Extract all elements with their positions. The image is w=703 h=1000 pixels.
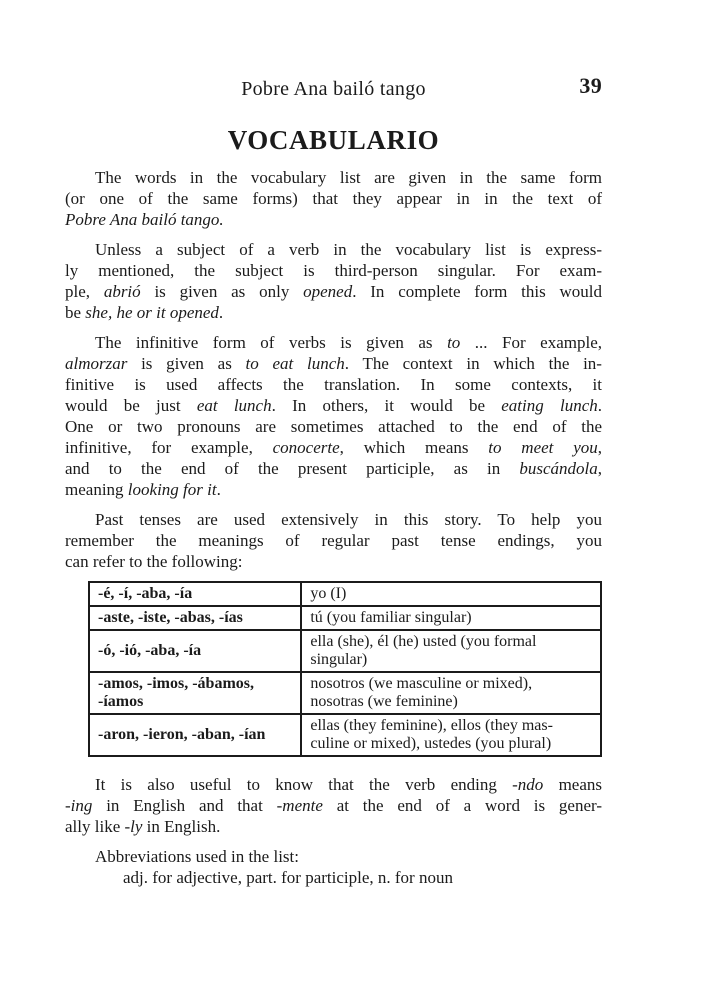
text-line: -ing in English and that -mente at the end of a word is gener- [65,796,602,815]
text-line: ally like -ly in English. [65,817,221,836]
endings-cell [89,672,301,714]
text-line: ly mentioned, the subject is third-person singular. For exam- [65,261,602,280]
text-line: -ó, -ió, -aba, -ía [98,642,202,659]
text-line: finitive is used affects the translation. In some contexts, it [65,375,602,394]
text-line: Abbreviations used in the list: [95,847,299,866]
endings-cell [89,630,301,672]
meaning-cell [301,714,601,756]
text-line: Pobre Ana bailó tango. [65,210,224,229]
meaning-cell [301,672,601,714]
text-line: -aron, -ieron, -aban, -ían [98,726,266,743]
endings-cell [89,582,301,606]
table-row [89,672,601,714]
text-line: meaning looking for it. [65,480,221,499]
text-line: remember the meanings of regular past tense endings, you [65,531,602,550]
table-row [89,606,601,630]
text-column [65,73,602,888]
page-number: 39 [579,73,602,98]
text-line: -aste, -iste, -abas, -ías [98,609,243,626]
text-line: ellas (they feminine), ellos (they mas- [310,717,553,734]
text-line: (or one of the same forms) that they appear in in the text of [65,189,602,208]
running-title: Pobre Ana bailó tango [241,78,426,100]
text-line: Unless a subject of a verb in the vocabulary list is express- [95,240,602,259]
closing-paragraph [65,774,602,837]
text-line: culine or mixed), ustedes (you plural) [310,735,552,752]
text-line: ple, abrió is given as only opened. In complete form this would [65,282,602,301]
abbreviations-block [65,846,602,888]
meaning-cell [301,582,601,606]
text-line: -amos, -imos, -ábamos, [98,675,254,692]
running-head [65,73,602,100]
table-row [89,714,601,756]
text-line: be she, he or it opened. [65,303,224,322]
text-line: and to the end of the present participle, as in buscándola, [65,459,602,478]
text-line: -íamos [98,693,144,710]
text-line: can refer to the following: [65,552,243,571]
text-line: infinitive, for example, conocerte, which means to meet you, [65,438,602,457]
page-title: VOCABULARIO [227,125,440,155]
table-row [89,582,601,606]
endings-cell [89,714,301,756]
text-line: Past tenses are used extensively in this story. To help you [95,510,602,529]
text-line: would be just eat lunch. In others, it would be eating lunch. [65,396,602,415]
text-line: nosotros (we masculine or mixed), [310,675,533,692]
intro-paragraph-2 [65,239,602,323]
text-line: One or two pronouns are sometimes attached to the end of the [65,417,602,436]
text-line: tú (you familiar singular) [310,609,472,626]
text-line: singular) [310,651,368,668]
text-line: The words in the vocabulary list are given in the same form [95,168,602,187]
text-line: ella (she), él (he) usted (you formal [310,633,537,650]
text-line: nosotras (we feminine) [310,693,458,710]
intro-paragraph-1 [65,167,602,230]
text-line: yo (I) [310,585,347,602]
text-line: -é, -í, -aba, -ía [98,585,193,602]
endings-cell [89,606,301,630]
past-tense-endings-table [88,581,602,757]
intro-paragraph-4 [65,509,602,572]
text-line: It is also useful to know that the verb ending -ndo means [95,775,602,794]
intro-paragraph-3 [65,332,602,500]
text-line: adj. for adjective, part. for participle, n. for noun [123,868,453,887]
text-line: almorzar is given as to eat lunch. The context in which the in- [65,354,602,373]
text-line: The infinitive form of verbs is given as to ... For example, [95,333,602,352]
table-row [89,630,601,672]
meaning-cell [301,630,601,672]
meaning-cell [301,606,601,630]
